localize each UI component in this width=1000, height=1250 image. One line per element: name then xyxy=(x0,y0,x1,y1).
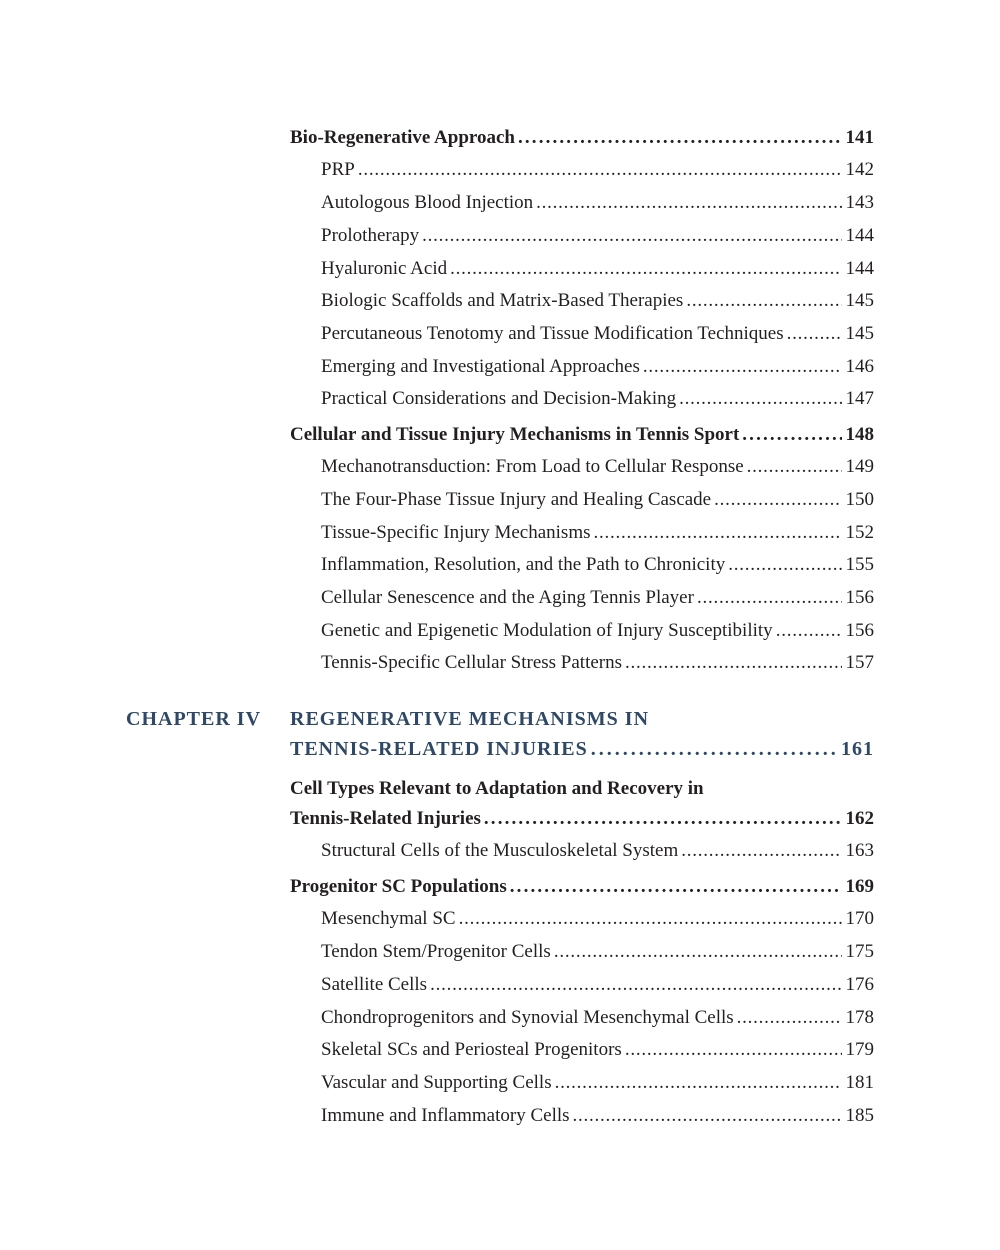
toc-entry[interactable] xyxy=(321,619,874,643)
dot-leader xyxy=(484,807,842,831)
toc-section-title: Bio-Regenerative Approach xyxy=(290,127,515,148)
toc-entry[interactable] xyxy=(321,455,874,479)
toc-page-number: 162 xyxy=(845,808,874,829)
dot-leader xyxy=(643,355,842,379)
toc-page-number: 141 xyxy=(845,127,874,148)
chapter-title-line-1[interactable]: REGENERATIVE MECHANISMS IN xyxy=(290,708,650,730)
toc-entry-title: Tissue-Specific Injury Mechanisms xyxy=(321,522,591,543)
toc-entry-title: Tendon Stem/Progenitor Cells xyxy=(321,941,551,962)
toc-section-title: Cellular and Tissue Injury Mechanisms in Tennis Sport xyxy=(290,424,740,445)
toc-page-number: 170 xyxy=(845,908,874,929)
toc-entry-title: Genetic and Epigenetic Modulation of Injury Susceptibility xyxy=(321,620,773,641)
toc-page-number: 147 xyxy=(845,388,874,409)
dot-leader xyxy=(737,1006,842,1030)
dot-leader xyxy=(787,322,842,346)
toc-page-number: 145 xyxy=(845,290,874,311)
toc-page-number: 142 xyxy=(845,159,874,180)
toc-page-number: 152 xyxy=(845,522,874,543)
toc-section-entry[interactable] xyxy=(290,875,874,899)
dot-leader xyxy=(450,257,841,281)
toc-page-number: 145 xyxy=(845,323,874,344)
dot-leader xyxy=(510,875,842,899)
toc-section-entry[interactable] xyxy=(290,807,874,831)
dot-leader xyxy=(747,455,842,479)
toc-page-number: 156 xyxy=(845,587,874,608)
toc-section-title: Progenitor SC Populations xyxy=(290,876,507,897)
toc-entry[interactable] xyxy=(321,257,874,281)
toc-entry[interactable] xyxy=(321,387,874,411)
dot-leader xyxy=(625,651,841,675)
toc-page-number: 149 xyxy=(845,456,874,477)
toc-entry[interactable] xyxy=(321,191,874,215)
toc-entry[interactable] xyxy=(321,1104,874,1128)
dot-leader xyxy=(555,1071,842,1095)
toc-section-title-line-2: Tennis-Related Injuries xyxy=(290,808,481,829)
toc-entry-title: Skeletal SCs and Periosteal Progenitors xyxy=(321,1039,622,1060)
toc-page-number: 156 xyxy=(845,620,874,641)
toc-entry-title: Inflammation, Resolution, and the Path to Chronicity xyxy=(321,554,726,575)
toc-page-number: 179 xyxy=(845,1039,874,1060)
dot-leader xyxy=(518,126,842,150)
toc-entry[interactable] xyxy=(321,839,874,863)
toc-section-entry[interactable] xyxy=(290,423,874,447)
toc-page-number: 178 xyxy=(845,1007,874,1028)
toc-entry-title: Immune and Inflammatory Cells xyxy=(321,1105,570,1126)
toc-entry[interactable] xyxy=(321,355,874,379)
toc-entry[interactable] xyxy=(321,907,874,931)
toc-entry-title: Emerging and Investigational Approaches xyxy=(321,356,640,377)
toc-entry[interactable] xyxy=(321,940,874,964)
dot-leader xyxy=(714,488,841,512)
dot-leader xyxy=(358,158,842,182)
toc-entry-title: PRP xyxy=(321,159,355,180)
dot-leader xyxy=(625,1038,842,1062)
toc-entry[interactable] xyxy=(321,651,874,675)
toc-entry-title: Vascular and Supporting Cells xyxy=(321,1072,552,1093)
toc-entry[interactable] xyxy=(321,586,874,610)
toc-entry-title: Biologic Scaffolds and Matrix-Based Therapies xyxy=(321,290,684,311)
dot-leader xyxy=(686,289,841,313)
dot-leader xyxy=(573,1104,842,1128)
toc-entry[interactable] xyxy=(321,1006,874,1030)
toc-entry[interactable] xyxy=(321,1071,874,1095)
dot-leader xyxy=(681,839,841,863)
toc-page-number: 155 xyxy=(845,554,874,575)
toc-page-number: 185 xyxy=(845,1105,874,1126)
dot-leader xyxy=(554,940,842,964)
toc-entry[interactable] xyxy=(321,488,874,512)
toc-entry-title: Practical Considerations and Decision-Making xyxy=(321,388,677,409)
dot-leader xyxy=(459,907,842,931)
toc-page-number: 144 xyxy=(845,225,874,246)
chapter-title-entry[interactable] xyxy=(290,736,874,762)
chapter-label: CHAPTER IV xyxy=(126,708,262,730)
toc-page-number: 163 xyxy=(845,840,874,861)
dot-leader xyxy=(742,423,841,447)
toc-section-entry[interactable] xyxy=(290,126,874,150)
toc-page-number: 169 xyxy=(845,876,874,897)
toc-section-title-line-1[interactable]: Cell Types Relevant to Adaptation and Recovery in xyxy=(290,778,704,799)
dot-leader xyxy=(594,521,842,545)
toc-entry-title: Autologous Blood Injection xyxy=(321,192,534,213)
toc-entry[interactable] xyxy=(321,973,874,997)
toc-page-number: 148 xyxy=(845,424,874,445)
toc-page-number: 175 xyxy=(845,941,874,962)
toc-page-number: 146 xyxy=(845,356,874,377)
toc-entry[interactable] xyxy=(321,553,874,577)
toc-entry[interactable] xyxy=(321,158,874,182)
toc-page-number: 157 xyxy=(845,652,874,673)
toc-entry-title: Tennis-Specific Cellular Stress Patterns xyxy=(321,652,623,673)
dot-leader xyxy=(697,586,842,610)
toc-page-number: 181 xyxy=(845,1072,874,1093)
toc-entry[interactable] xyxy=(321,289,874,313)
toc-page-number: 176 xyxy=(845,974,874,995)
toc-entry-title: Hyaluronic Acid xyxy=(321,258,448,279)
toc-entry-title: Structural Cells of the Musculoskeletal System xyxy=(321,840,679,861)
toc-entry-title: Cellular Senescence and the Aging Tennis Player xyxy=(321,587,694,608)
chapter-page-number: 161 xyxy=(841,738,874,760)
toc-entry-title: Satellite Cells xyxy=(321,974,428,995)
toc-entry-title: Percutaneous Tenotomy and Tissue Modification Techniques xyxy=(321,323,784,344)
dot-leader xyxy=(422,224,841,248)
toc-entry-title: Chondroprogenitors and Synovial Mesenchymal Cells xyxy=(321,1007,734,1028)
toc-entry[interactable] xyxy=(321,224,874,248)
toc-page-number: 150 xyxy=(845,489,874,510)
toc-entry[interactable] xyxy=(321,322,874,346)
dot-leader xyxy=(430,973,841,997)
dot-leader xyxy=(591,736,837,762)
dot-leader xyxy=(776,619,842,643)
chapter-title-line-2: TENNIS-RELATED INJURIES xyxy=(290,738,588,760)
toc-page-number: 143 xyxy=(845,192,874,213)
toc-entry-title: Mechanotransduction: From Load to Cellular Response xyxy=(321,456,744,477)
toc-entry[interactable] xyxy=(321,1038,874,1062)
toc-entry[interactable] xyxy=(321,521,874,545)
dot-leader xyxy=(536,191,841,215)
dot-leader xyxy=(728,553,841,577)
toc-entry-title: Mesenchymal SC xyxy=(321,908,456,929)
dot-leader xyxy=(679,387,841,411)
toc-page-number: 144 xyxy=(845,258,874,279)
toc-entry-title: Prolotherapy xyxy=(321,225,420,246)
toc-entry-title: The Four-Phase Tissue Injury and Healing Cascade xyxy=(321,489,712,510)
